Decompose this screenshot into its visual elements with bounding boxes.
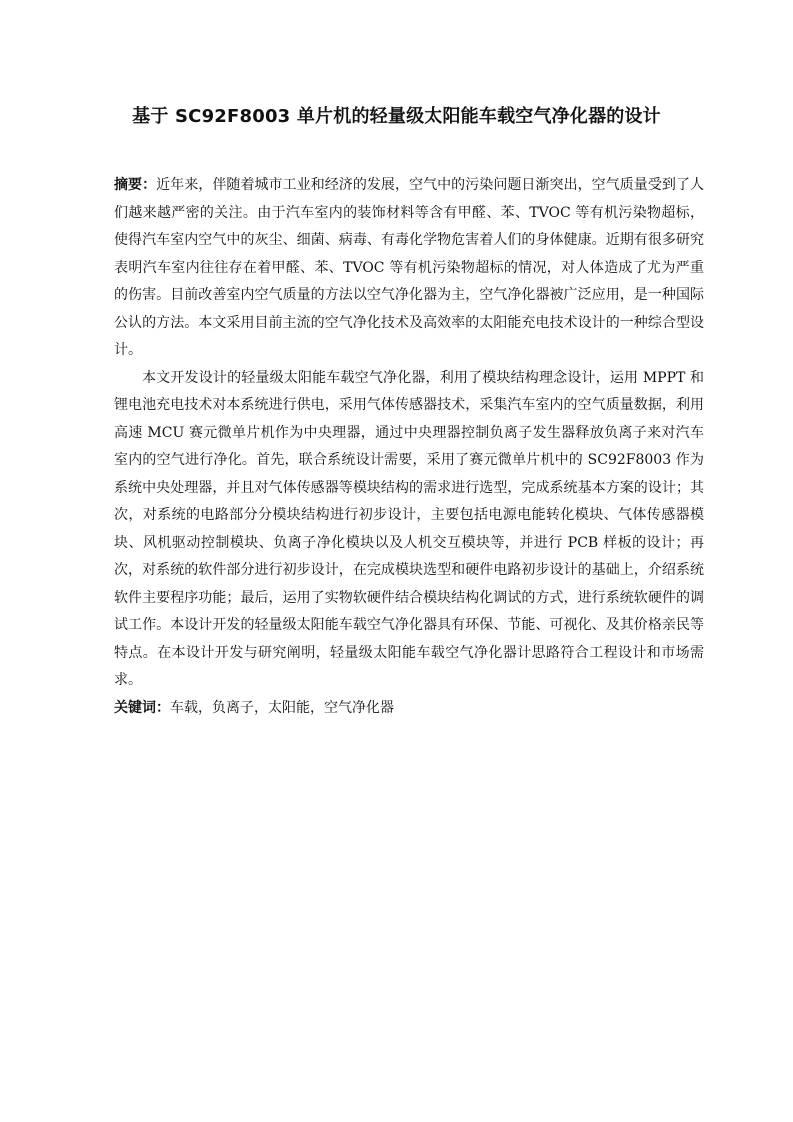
keywords-text: 车载，负离子，太阳能，空气净化器: [170, 699, 394, 716]
abstract-label: 摘要：: [114, 177, 157, 193]
keywords-label: 关键词：: [114, 699, 170, 716]
abstract-paragraph-1: [114, 172, 704, 365]
page-title: 基于 SC92F8003 单片机的轻量级太阳能车载空气净化器的设计: [132, 106, 661, 127]
abstract-section: [114, 172, 704, 722]
abstract-paragraph-2: 本文开发设计的轻量级太阳能车载空气净化器，利用了模块结构理念设计，运用 MPPT 和锂电池充电技术对本系统进行供电，采用气体传感器技术，采集汽车室内的空气质量数据，利用高速 MCU 赛元微单片机作为中央理器，通过中央理器控制负离子发生器释放负离子来对汽车室内的空气进行净化。首先，联合系统设计需要，采用了赛元微单片机中的 SC92F8003 作为系统中央处理器，并且对气体传感器等模块结构的需求进行选型，完成系统基本方案的设计；其次，对系统的电路部分分模块结构进行初步设计，主要包括电源电能转化模块、气体传感器模块、风机驱动控制模块、负离子净化模块以及人机交互模块等，并进行 PCB 样板的设计；再次，对系统的软件部分进行初步设计，在完成模块选型和硬件电路初步设计的基础上，介绍系统软件主要程序功能；最后，运用了实物软硬件结合模块结构化调试的方式，进行系统软硬件的调试工作。本设计开发的轻量级太阳能车载空气净化器具有环保、节能、可视化、及其价格亲民等特点。在本设计开发与研究阐明，轻量级太阳能车载空气净化器计思路符合工程设计和市场需求。: [114, 369, 704, 688]
abstract-text-1: 近年来，伴随着城市工业和经济的发展，空气中的污染问题日渐突出，空气质量受到了人们越来越严密的关注。由于汽车室内的装饰材料等含有甲醛、苯、TVOC 等有机污染物超标，使得汽车室内空气中的灰尘、细菌、病毒、有毒化学物危害着人们的身体健康。近期有很多研究表明汽车室内往往存在着甲醛、苯、TVOC 等有机污染物超标的情况，对人体造成了尤为严重的伤害。目前改善室内空气质量的方法以空气净化器为主，空气净化器被广泛应用，是一种国际公认的方法。本文采用目前主流的空气净化技术及高效率的太阳能充电技术设计的一种综合型设计。: [114, 177, 705, 358]
keywords-line: [114, 695, 704, 723]
